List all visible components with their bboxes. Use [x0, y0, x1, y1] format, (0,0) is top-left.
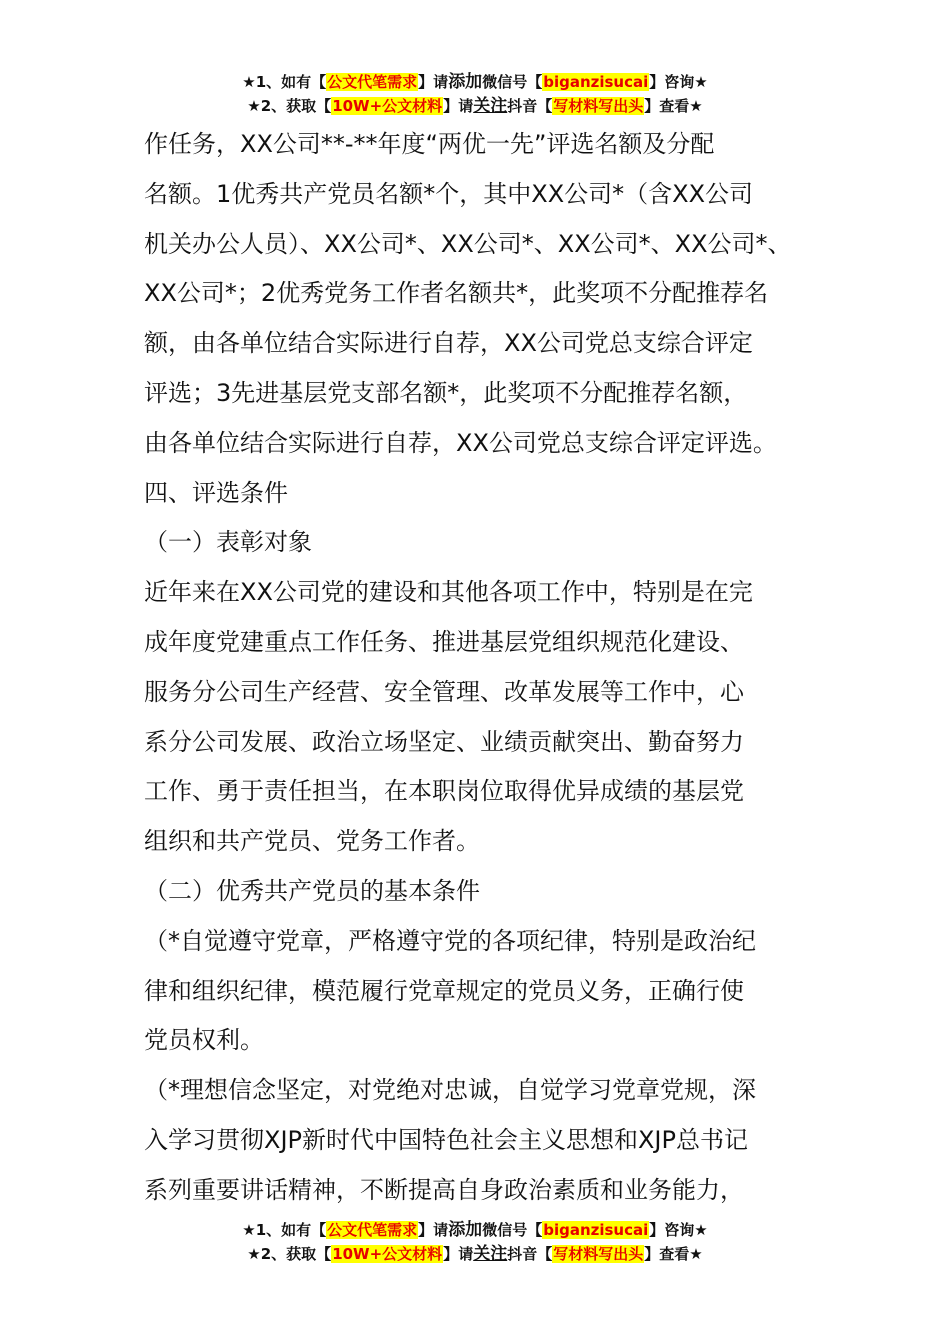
banner-emphasis: 添加	[448, 72, 483, 92]
body-line: 近年来在XX公司党的建设和其他各项工作中，特别是在完	[144, 578, 753, 607]
banner-emphasis: 添加	[448, 1220, 483, 1240]
document-body	[144, 120, 834, 1216]
subsection-heading: （一）表彰对象	[144, 528, 312, 557]
banner-text: 】咨询★	[649, 1221, 708, 1239]
body-line: 由各单位结合实际进行自荐，XX公司党总支综合评定评选。	[144, 428, 777, 457]
banner-text: ★1、如有【	[242, 1221, 327, 1239]
body-line: XX公司*；2优秀党务工作者名额共*，此奖项不分配推荐名	[144, 279, 769, 308]
banner-emphasis: 关注	[473, 96, 508, 116]
banner-text: ★1、如有【	[242, 73, 327, 91]
body-line: 律和组织纪律，模范履行党章规定的党员义务，正确行使	[144, 976, 744, 1005]
bottom-banner	[0, 1218, 950, 1266]
banner-highlight: 10W+公文材料	[332, 97, 443, 115]
banner-highlight: 公文代笔需求	[327, 1221, 418, 1239]
section-heading: 四、评选条件	[144, 478, 288, 507]
subsection-heading: （二）优秀共产党员的基本条件	[144, 876, 480, 905]
body-line: 党员权利。	[144, 1026, 264, 1055]
banner-text: 微信号【	[482, 73, 543, 91]
banner-highlight: biganzisucai	[543, 73, 649, 91]
body-line: 入学习贯彻XJP新时代中国特色社会主义思想和XJP总书记	[144, 1125, 748, 1154]
banner-text: 】查看★	[644, 1245, 703, 1263]
body-line: 系分公司发展、政治立场坚定、业绩贡献突出、勤奋努力	[144, 727, 744, 756]
banner-highlight: 写材料写出头	[553, 1245, 644, 1263]
banner-text: 】查看★	[644, 97, 703, 115]
banner-emphasis: 关注	[473, 1244, 508, 1264]
banner-text: 】请	[418, 73, 449, 91]
top-banner	[0, 70, 950, 118]
body-line: 组织和共产党员、党务工作者。	[144, 827, 480, 856]
body-line: （*理想信念坚定，对党绝对忠诚，自觉学习党章党规，深	[144, 1076, 756, 1105]
banner-text: 微信号【	[482, 1221, 543, 1239]
body-line: 评选；3先进基层党支部名额*，此奖项不分配推荐名额，	[144, 378, 748, 407]
banner-highlight: 公文代笔需求	[327, 73, 418, 91]
banner-text: ★2、获取【	[247, 1245, 332, 1263]
banner-text: 】请	[418, 1221, 449, 1239]
banner-text: 抖音【	[507, 1245, 553, 1263]
banner-text: 】请	[443, 1245, 474, 1263]
body-line: 机关办公人员）、XX公司*、XX公司*、XX公司*、XX公司*、	[144, 229, 792, 258]
body-line: （*自觉遵守党章，严格遵守党的各项纪律，特别是政治纪	[144, 926, 756, 955]
body-line: 服务分公司生产经营、安全管理、改革发展等工作中，心	[144, 677, 744, 706]
banner-line-1	[0, 1218, 950, 1242]
banner-line-2	[0, 94, 950, 118]
banner-text: ★2、获取【	[247, 97, 332, 115]
body-line: 名额。1优秀共产党员名额*个，其中XX公司*（含XX公司	[144, 179, 754, 208]
banner-highlight: 10W+公文材料	[332, 1245, 443, 1263]
body-line: 作任务，XX公司**-**年度“两优一先”评选名额及分配	[144, 130, 715, 158]
banner-line-2	[0, 1242, 950, 1266]
body-line: 系列重要讲话精神，不断提高自身政治素质和业务能力，	[144, 1175, 744, 1204]
banner-text: 抖音【	[507, 97, 553, 115]
banner-line-1	[0, 70, 950, 94]
banner-highlight: biganzisucai	[543, 1221, 649, 1239]
banner-text: 】请	[443, 97, 474, 115]
banner-text: 】咨询★	[649, 73, 708, 91]
banner-highlight: 写材料写出头	[553, 97, 644, 115]
body-line: 成年度党建重点工作任务、推进基层党组织规范化建设、	[144, 627, 744, 656]
body-line: 额，由各单位结合实际进行自荐，XX公司党总支综合评定	[144, 329, 753, 358]
body-line: 工作、勇于责任担当，在本职岗位取得优异成绩的基层党	[144, 777, 744, 806]
